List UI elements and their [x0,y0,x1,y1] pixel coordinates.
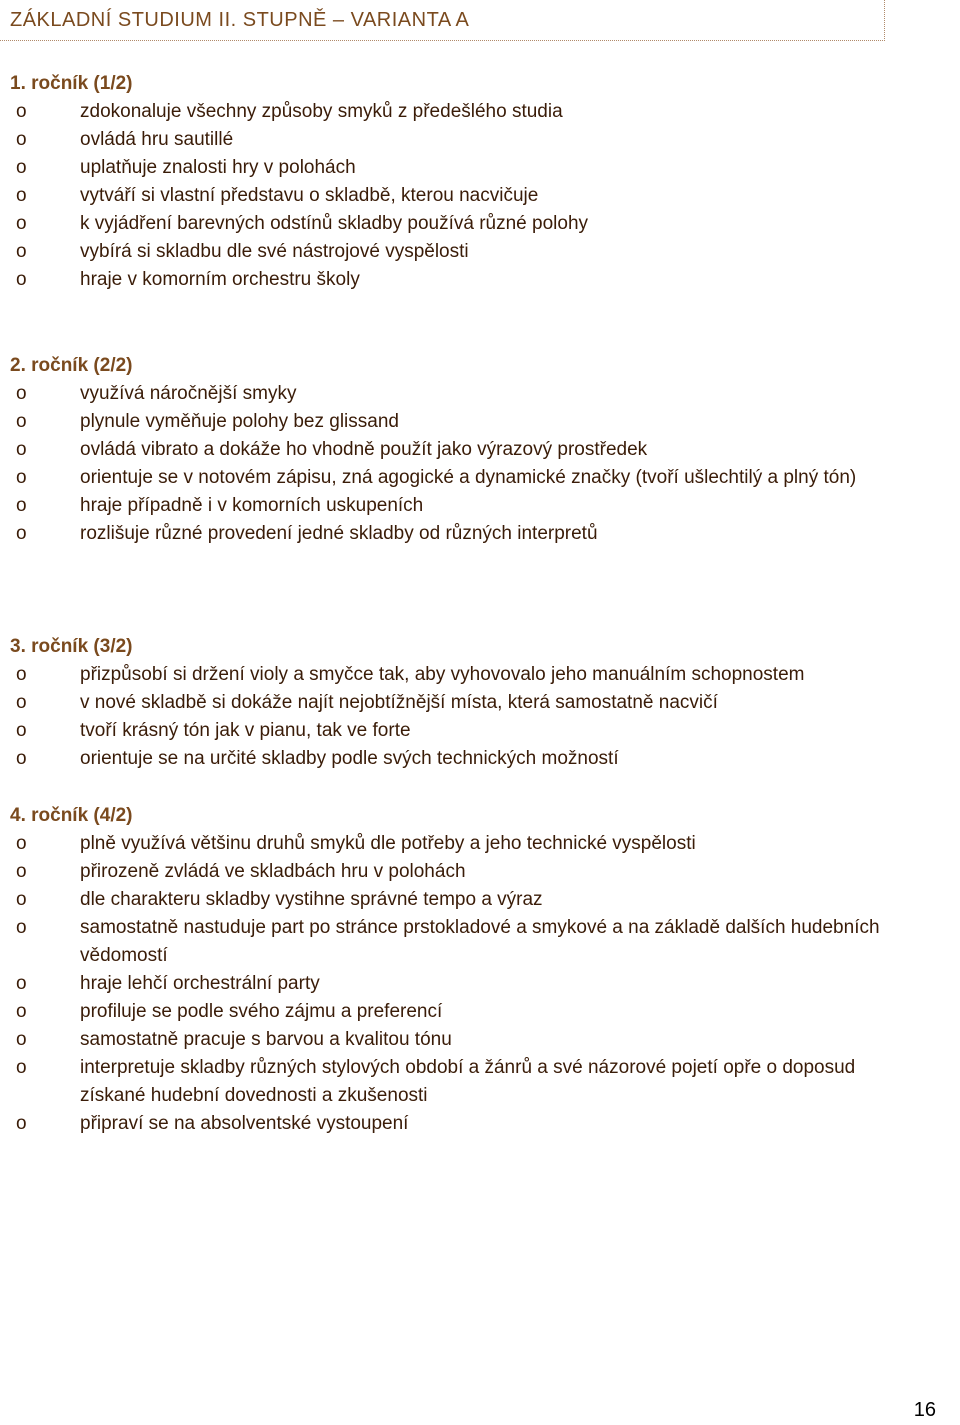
document-title: ZÁKLADNÍ STUDIUM II. STUPNĚ – VARIANTA A [10,9,470,31]
bullet-icon: o [16,1001,27,1022]
list-item: o orientuje se na určité skladby podle svých technických možností [10,745,890,773]
list-item: o přirozeně zvládá ve skladbách hru v polohách [10,858,890,886]
bullet-icon: o [16,917,27,938]
list-item: o samostatně nastuduje part po stránce prstokladové a smykové a na základě dalších hudebních vědomostí [10,914,890,970]
list-item: o vytváří si vlastní představu o skladbě, kterou nacvičuje [10,182,890,210]
list-item: o ovládá hru sautillé [10,126,890,154]
bullet-icon: o [16,411,27,432]
item-list [10,830,890,1138]
list-item: o v nové skladbě si dokáže najít nejobtížnější místa, která samostatně nacvičí [10,689,890,717]
bullet-icon: o [16,523,27,544]
list-item: o přizpůsobí si držení violy a smyčce tak, aby vyhovovalo jeho manuálním schopnostem [10,661,890,689]
list-item: o dle charakteru skladby vystihne správné tempo a výraz [10,886,890,914]
section-heading: 3. ročník (3/2) [10,636,133,657]
page-number: 16 [913,1399,936,1421]
list-item: o plně využívá většinu druhů smyků dle potřeby a jeho technické vyspělosti [10,830,890,858]
bullet-icon: o [16,692,27,713]
bullet-icon: o [16,1029,27,1050]
bullet-icon: o [16,1057,27,1078]
list-item: o využívá náročnější smyky [10,380,890,408]
bullet-icon: o [16,467,27,488]
bullet-icon: o [16,664,27,685]
item-list [10,661,890,773]
bullet-icon: o [16,383,27,404]
section-heading: 1. ročník (1/2) [10,73,133,94]
bullet-icon: o [16,720,27,741]
list-item: o zdokonaluje všechny způsoby smyků z předešlého studia [10,98,890,126]
section-heading: 2. ročník (2/2) [10,355,133,376]
list-item: o profiluje se podle svého zájmu a preferencí [10,998,890,1026]
bullet-icon: o [16,129,27,150]
bullet-icon: o [16,101,27,122]
list-item: o plynule vyměňuje polohy bez glissand [10,408,890,436]
list-item: o hraje lehčí orchestrální party [10,970,890,998]
list-item: o rozlišuje různé provedení jedné skladby od různých interpretů [10,520,890,548]
list-item: o interpretuje skladby různých stylových období a žánrů a své názorové pojetí opře o doposud získané hudební dovednosti a zkušenosti [10,1054,890,1110]
list-item: o vybírá si skladbu dle své nástrojové vyspělosti [10,238,890,266]
list-item: o hraje v komorním orchestru školy [10,266,890,294]
list-item: o ovládá vibrato a dokáže ho vhodně použít jako výrazový prostředek [10,436,890,464]
bullet-icon: o [16,889,27,910]
section-heading: 4. ročník (4/2) [10,805,133,826]
bullet-icon: o [16,269,27,290]
bullet-icon: o [16,1113,27,1134]
item-list [10,380,890,548]
list-item: o tvoří krásný tón jak v pianu, tak ve forte [10,717,890,745]
list-item: o připraví se na absolventské vystoupení [10,1110,890,1138]
list-item: o samostatně pracuje s barvou a kvalitou tónu [10,1026,890,1054]
section-year-3 [10,633,890,773]
section-year-4 [10,802,890,1138]
section-year-2 [10,352,890,548]
list-item: o uplatňuje znalosti hry v polohách [10,154,890,182]
bullet-icon: o [16,213,27,234]
bullet-icon: o [16,833,27,854]
bullet-icon: o [16,157,27,178]
bullet-icon: o [16,185,27,206]
list-item: o hraje případně i v komorních uskupeních [10,492,890,520]
bullet-icon: o [16,241,27,262]
bullet-icon: o [16,748,27,769]
section-year-1 [10,70,890,294]
bullet-icon: o [16,439,27,460]
list-item: o k vyjádření barevných odstínů skladby používá různé polohy [10,210,890,238]
bullet-icon: o [16,973,27,994]
bullet-icon: o [16,495,27,516]
page-header [0,0,885,41]
bullet-icon: o [16,861,27,882]
item-list [10,98,890,294]
list-item: o orientuje se v notovém zápisu, zná agogické a dynamické značky (tvoří ušlechtilý a plný tón) [10,464,890,492]
